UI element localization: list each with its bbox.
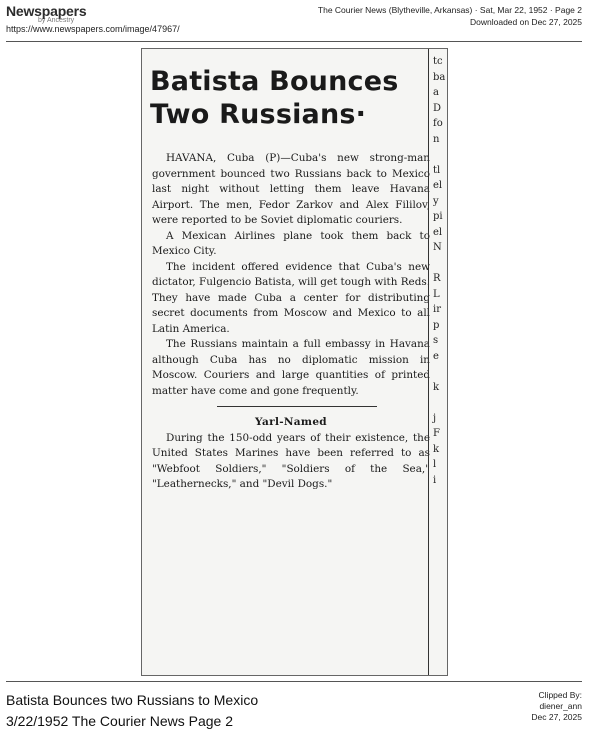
side-fragment: F bbox=[433, 428, 440, 439]
side-fragment: L bbox=[433, 288, 440, 300]
newspaper-clipping bbox=[141, 48, 448, 676]
clipped-date: Dec 27, 2025 bbox=[531, 712, 582, 722]
logo-text: Newspapers bbox=[6, 3, 87, 19]
paragraph: A Mexican Airlines plane took them back to Mexico City. bbox=[152, 229, 430, 257]
clipped-by-label: Clipped By: bbox=[538, 690, 582, 700]
side-fragment: ir bbox=[433, 304, 441, 315]
side-fragment: n bbox=[433, 133, 440, 145]
source-url[interactable]: https://www.newspapers.com/image/47967/ bbox=[6, 24, 180, 34]
article bbox=[148, 53, 430, 671]
side-fragment: k bbox=[433, 381, 440, 393]
side-fragment: k bbox=[433, 443, 440, 455]
downloaded-line: Downloaded on Dec 27, 2025 bbox=[470, 17, 582, 27]
clip-title-line-1: Batista Bounces two Russians to Mexico bbox=[6, 692, 259, 708]
page-header bbox=[0, 0, 596, 44]
side-fragment: i bbox=[433, 474, 437, 486]
paragraph: The incident offered evidence that Cuba's new dictator, Fulgencio Batista, will get tough with Reds. They have made Cuba a center for distributing secret documents from Moscow and Mexico to all Latin America. bbox=[152, 260, 430, 335]
side-fragment: fo bbox=[433, 118, 443, 129]
logo-subtitle: by Ancestry bbox=[38, 17, 75, 24]
section-divider bbox=[217, 406, 377, 407]
header-divider bbox=[6, 41, 582, 42]
clip-title bbox=[6, 690, 258, 732]
side-fragment: tl bbox=[433, 164, 441, 176]
side-fragment: y bbox=[433, 195, 439, 207]
side-fragment: D bbox=[433, 102, 442, 114]
side-fragment: R bbox=[433, 273, 441, 284]
footer-divider bbox=[6, 681, 582, 682]
side-fragment: e bbox=[433, 350, 439, 362]
article-body bbox=[148, 151, 430, 493]
side-fragment: p bbox=[433, 319, 440, 331]
publication-info bbox=[318, 4, 582, 28]
headline-line-2: Two Russians· bbox=[150, 99, 367, 130]
side-fragment: j bbox=[433, 412, 437, 424]
subhead: Yarl-Named bbox=[255, 416, 327, 428]
clip-title-line-2: 3/22/1952 The Courier News Page 2 bbox=[6, 713, 233, 729]
side-fragment: ba bbox=[433, 71, 446, 83]
side-fragment: pi bbox=[433, 211, 443, 222]
side-fragment: a bbox=[433, 87, 439, 98]
publication-line: The Courier News (Blytheville, Arkansas) · Sat, Mar 22, 1952 · Page 2 bbox=[317, 5, 582, 15]
side-fragment: l bbox=[433, 459, 437, 470]
paragraph: The Russians maintain a full embassy in Havana although Cuba has no diplomatic mission in Moscow. Couriers and large quantities of printed matter have come and gone frequently. bbox=[152, 338, 430, 397]
clipped-by-user[interactable]: diener_ann bbox=[539, 701, 582, 711]
newspapers-logo[interactable] bbox=[6, 3, 87, 24]
paragraph: HAVANA, Cuba (P)—Cuba's new strong-man government bounced two Russians back to Mexico last night without letting them leave Havana Airport. The men, Fedor Zarkov and Alex Fililov, were reported to be Soviet diplomatic couriers. bbox=[152, 152, 430, 226]
side-fragment: N bbox=[433, 242, 442, 253]
side-fragment: s bbox=[433, 335, 439, 346]
headline bbox=[148, 65, 430, 131]
clip-meta bbox=[531, 690, 582, 723]
headline-line-1: Batista Bounces bbox=[150, 66, 399, 97]
side-fragment: tc bbox=[433, 56, 443, 67]
side-fragment: el bbox=[433, 180, 443, 191]
paragraph: During the 150-odd years of their existence, the United States Marines have been referred to as "Webfoot Soldiers," "Soldiers of the Sea," "Leathernecks," and "Devil Dogs." bbox=[152, 431, 430, 490]
side-fragment: el bbox=[433, 226, 443, 238]
adjacent-column-fragment bbox=[428, 49, 448, 675]
